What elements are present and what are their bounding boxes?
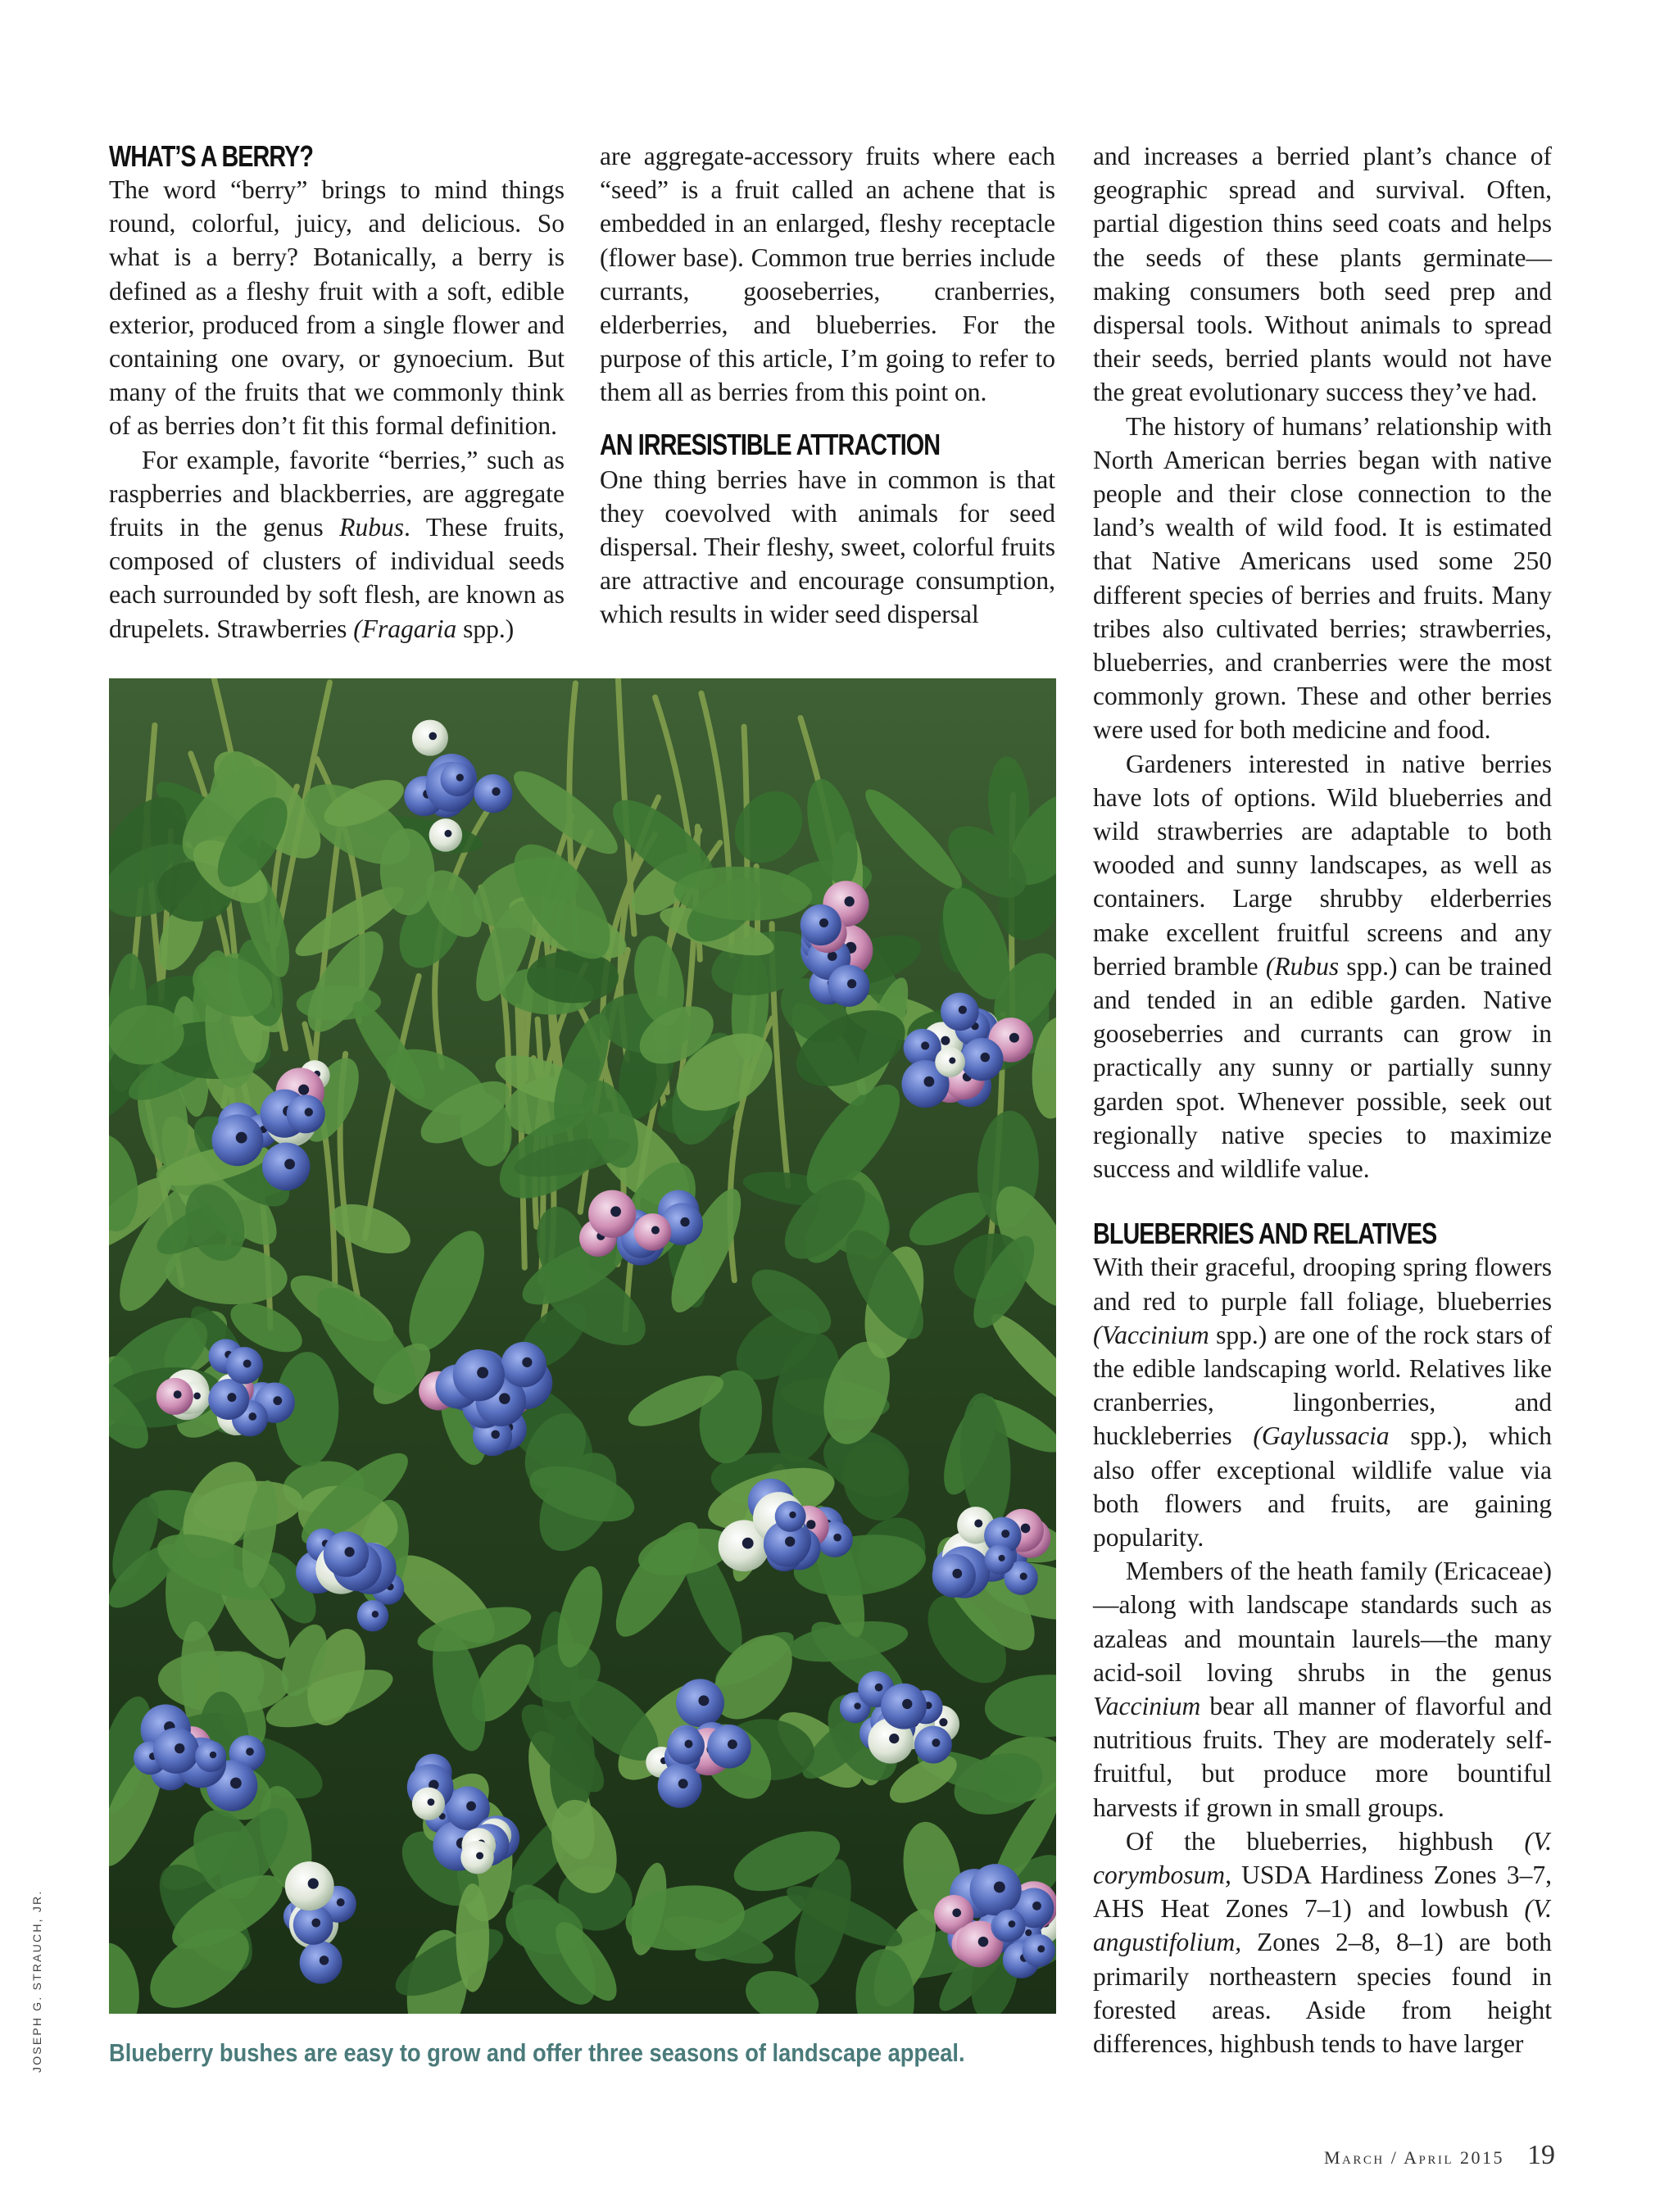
berry-crown (651, 1226, 660, 1235)
berry-crown (298, 1085, 309, 1095)
berry-crown (939, 1718, 947, 1726)
berry-crown (284, 1158, 295, 1169)
berry-crown (1001, 1530, 1009, 1538)
berry-crown (428, 1798, 435, 1806)
page-number: 19 (1527, 2140, 1555, 2170)
berry-crown (499, 1393, 510, 1404)
berry-crown (932, 1738, 940, 1747)
paragraph: The word “berry” brings to mind things round, colorful, juicy, and delicious. So what is a berry? Botanically, a berry is defined as a fleshy fruit with a soft, edible exterior, produced from a single flower and containing one ovary, or gynoecium. But many of the fruits that we commonly think of as berries don’t fit this formal definition. (109, 175, 565, 441)
blueberry-bush-photo (109, 678, 1056, 2014)
berry-crown (994, 1882, 1005, 1893)
berry-crown (959, 1005, 967, 1013)
berry-crown (492, 787, 500, 796)
page-footer (1324, 2140, 1555, 2171)
berry-crown (952, 1908, 961, 1917)
heading-blueberries-and-relatives: BLUEBERRIES AND RELATIVES (1093, 1217, 1437, 1251)
berry-crown (828, 951, 837, 961)
berry-crown (320, 1956, 329, 1965)
berry-crown (466, 1802, 476, 1811)
berry-crown (456, 774, 464, 782)
berry-crown (941, 1036, 950, 1045)
berry-crown (246, 1747, 254, 1756)
berry-crown (477, 1367, 488, 1379)
berry-crown (305, 1108, 313, 1116)
berry-crown (1009, 1033, 1019, 1043)
berry-crown (698, 1695, 709, 1706)
berry-crown (949, 1058, 955, 1064)
berry-crown (902, 1699, 912, 1709)
berry-crown (1021, 1524, 1031, 1534)
berry-crown (854, 1702, 860, 1709)
berry-crown (308, 1879, 319, 1889)
berry-crown (273, 1396, 282, 1405)
berry-crown (175, 1743, 184, 1753)
berry-crown (889, 1734, 899, 1743)
berry-crown (952, 1569, 962, 1579)
paragraph: For example, favorite “berries,” such as raspberries and blackberries, are aggregate fruits in the genus Rubus. These fruits, composed of clusters of individual seeds each surrounded by soft flesh, are known as drupelets. Strawberries (Fragaria spp.) (109, 445, 565, 643)
berry-crown (522, 1358, 532, 1367)
berry-crown (678, 1779, 688, 1788)
paragraph: Gardeners interested in native berries have lots of options. Wild blueberries and wild strawberries are adaptable to both wooded and sunny landscapes, as well as containers. Large shrubby elderberries make excellent fruitful screens and any berried bramble (Rubus spp.) can be trained and tended in an edible garden. Native gooseberries and currants can grow in practically any sunny or partially sunny garden spot. Whenever possible, seek out regionally native species to maximize success and wildlife value. (1093, 749, 1552, 1184)
berry-crown (243, 1360, 252, 1368)
berry-crown (875, 1684, 883, 1692)
berry-crown (248, 1412, 256, 1421)
paragraph: and increases a berried plant’s chance of geographic spread and survival. Often, partial digestion thins seed coats and helps the seeds of these plants germinate—making consumers both seed prep and dispersal tools. Without animals to spread their seeds, berried plants would not have the great evolutionary success they’ve had. (1093, 142, 1552, 407)
berry-crown (728, 1739, 737, 1749)
berry-crown (1025, 1929, 1032, 1936)
berry-crown (833, 1534, 841, 1542)
berry-crown (845, 896, 855, 906)
berry-crown (610, 1206, 621, 1217)
berry-crown (1032, 1902, 1041, 1911)
berry-crown (337, 1898, 345, 1906)
berry-crown (345, 1547, 355, 1557)
berry-crown (1009, 1920, 1016, 1928)
berry-crown (974, 1519, 982, 1527)
photo-caption: Blueberry bushes are easy to grow and offer three seasons of landscape appeal. (109, 2038, 965, 2067)
berry-crown (806, 1520, 815, 1529)
paragraph: With their graceful, drooping spring flowers and red to purple fall foliage, blueberries (Vaccinium spp.) are one of the rock stars of the edible landscaping world. Relatives like cranberries, lingonberries, and huckleberries (Gaylussacia spp.), which also offer exceptional wildlife value via both flowers and fruits, are gaining popularity. (1093, 1253, 1552, 1552)
berry-crown (789, 1512, 796, 1518)
berry-crown (847, 979, 856, 988)
paragraph: are aggregate-accessory fruits where each “seed” is a fruit called an achene that is embedded in an enlarged, fleshy receptacle (flower base). Common true berries include currants, gooseberries, cranberries, elderberries, and blueberries. For the purpose of this article, I’m going to refer to them all as berries from this point on. (600, 142, 1055, 407)
paragraph: The history of humans’ relationship with North American berries began with native people and their close connection to the land’s wealth of wild food. It is estimated that Native Americans used some 250 different species of berries and fruits. Many tribes also cultivated berries; strawberries, blueberries, and cranberries were the most commonly grown. These and other berries were used for both medicine and food. (1093, 411, 1552, 745)
berry-crown (999, 1555, 1005, 1562)
paragraph: Of the blueberries, highbush (V. corymbosum, USDA Hardiness Zones 3–7, AHS Heat Zones 7–1) and lowbush (V. angustifolium, Zones 2–8, 8–1) are both primarily northeastern species found in forested areas. Aside from height differences, highbush tends to have larger (1093, 1826, 1552, 2058)
photo-illustration (109, 678, 1056, 2014)
berry-crown (372, 1611, 379, 1617)
berry-crown (785, 1536, 795, 1546)
leaf (456, 1883, 489, 1992)
berry-crown (230, 1778, 242, 1789)
issue-date: March / April 2015 (1323, 2147, 1504, 2168)
berry-crown (981, 1053, 990, 1062)
berry-crown (684, 1740, 692, 1748)
column-1 (109, 139, 565, 646)
berry-crown (193, 1393, 201, 1400)
photo-credit: JOSEPH G. STRAUCH, JR. (30, 1889, 43, 2073)
berry-crown (444, 830, 451, 837)
heading-irresistible-attraction: AN IRRESISTIBLE ATTRACTION (600, 427, 941, 461)
column-3 (1093, 139, 1552, 2060)
berry-crown (174, 1390, 182, 1398)
berry-crown (491, 1430, 500, 1439)
berry-crown (1037, 1945, 1045, 1952)
berry-crown (210, 1752, 216, 1758)
berry-crown (921, 1041, 929, 1049)
heading-whats-a-berry: WHAT’S A BERRY? (109, 139, 314, 173)
berry-crown (429, 732, 437, 741)
berry-crown (311, 1919, 320, 1928)
berry-crown (476, 1852, 483, 1860)
berry-crown (742, 1538, 754, 1549)
berry-crown (236, 1132, 247, 1144)
berry-crown (978, 1937, 989, 1947)
berry-crown (227, 1393, 236, 1402)
berry-crown (924, 1077, 935, 1087)
berry-crown (1020, 1573, 1027, 1580)
paragraph: One thing berries have in common is that they coevolved with animals for seed dispersal. Their fleshy, sweet, colorful fruits are attractive and encourage consumption, which results in wider seed dispersal (600, 465, 1055, 629)
paragraph: Members of the heath family (Ericaceae)—along with landscape standards such as azaleas and mountain laurels—the many acid-soil loving shrubs in the genus Vaccinium bear all manner of flavorful and nutritious fruits. They are moderately self-fruitful, but produce more bountiful harvests if grown in small groups. (1093, 1557, 1552, 1822)
berry-crown (680, 1217, 689, 1226)
berry-crown (819, 918, 828, 927)
column-2 (600, 139, 1055, 632)
